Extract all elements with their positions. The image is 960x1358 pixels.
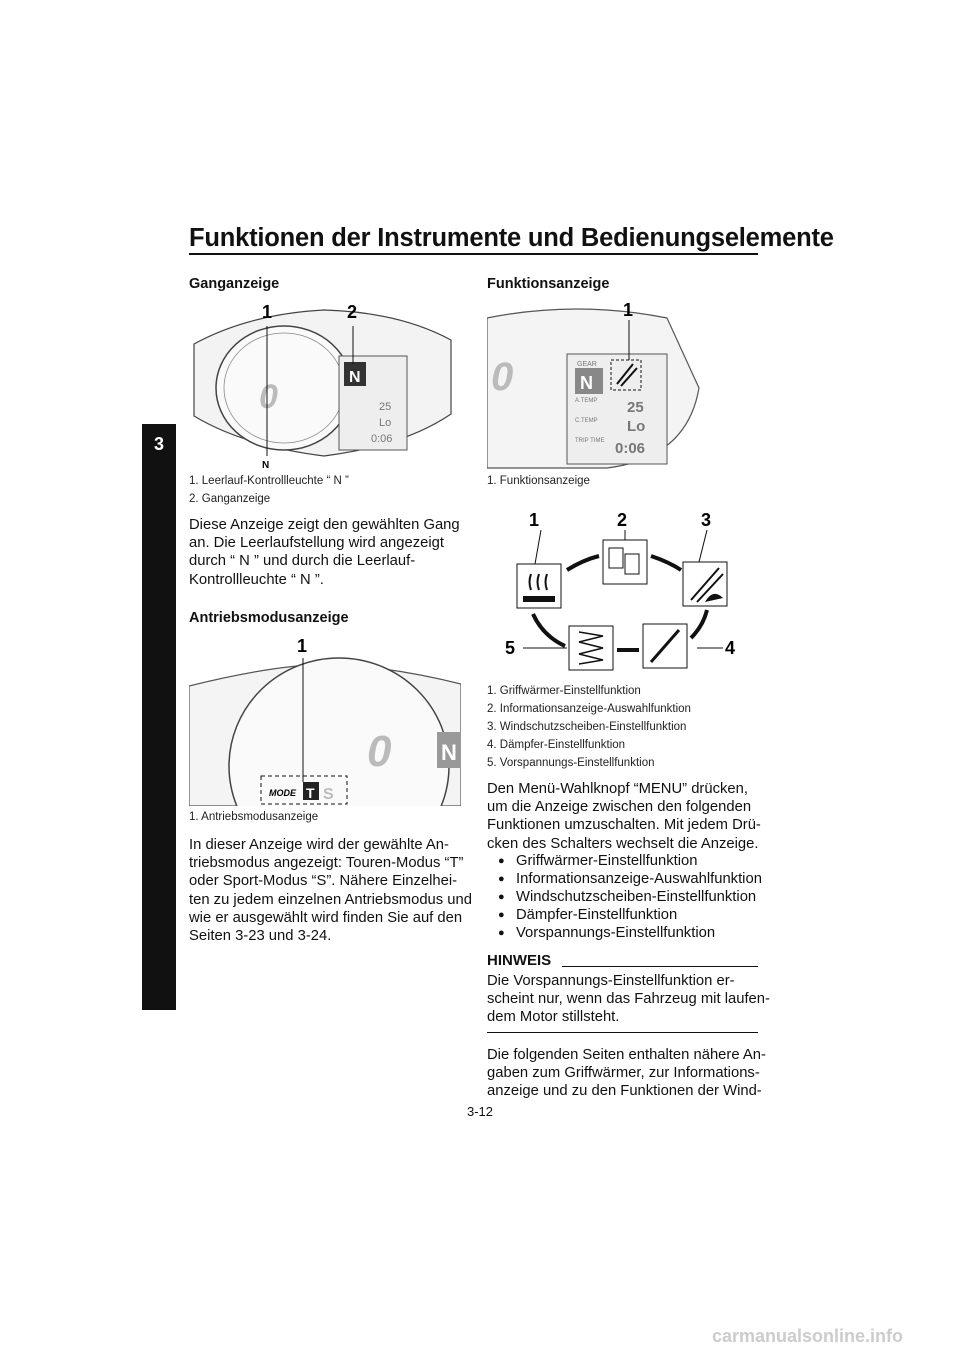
info-select-icon — [603, 540, 647, 584]
panel-lo: Lo — [379, 417, 392, 429]
note-text: Die Vorspannungs-Einstellfunktion er- scheint nur, wenn das Fahrzeug mit laufen- dem Motor stillsteht. — [487, 973, 770, 1026]
cycle-label-3: 3 — [701, 510, 712, 530]
svg-text:0: 0 — [367, 727, 392, 776]
panel-time: 0:06 — [371, 433, 393, 445]
list-item: ● Vorspannungs-Einstellfunktion — [498, 924, 762, 942]
f-lo: Lo — [627, 418, 646, 435]
text-following: Die folgenden Seiten enthalten nähere An- gaben zum Griffwärmer, zur Informations- anzeige und zu den Funktionen der Wind- — [487, 1047, 766, 1100]
callout-mode-1: 1 — [297, 636, 308, 656]
f-trip: TRIP TIME — [575, 438, 605, 444]
text-menu: Den Menü-Wahlknopf “MENU” drücken, um die Anzeige zwischen den folgenden Funktionen umzuschalten. Mit jedem Drü- cken des Schalters wechselt die Anzeige. — [487, 781, 761, 852]
caption-cycle: 1. Griffwärmer-Einstellfunktion 2. Informationsanzeige-Auswahlfunktion 3. Windschutzscheiben-Einstellfunktion 4. Dämpfer-Einstellfunktion 5. Vorspannungs-Einstellfunktion — [487, 685, 691, 769]
callout-f1: 1 — [623, 300, 634, 320]
note-title: HINWEIS — [487, 952, 552, 969]
caption-antriebsmodus: 1. Antriebsmodusanzeige — [189, 811, 319, 823]
preload-icon — [569, 626, 613, 670]
chapter-number: 3 — [153, 434, 164, 454]
figure-antriebsmodus — [189, 636, 461, 806]
panel-gear: N — [349, 369, 361, 386]
list-item: ● Dämpfer-Einstellfunktion — [498, 906, 762, 924]
callout-1: 1 — [262, 302, 273, 322]
heading-funktionsanzeige: Funktionsanzeige — [487, 276, 610, 292]
f-time: 0:06 — [615, 440, 646, 457]
caption-funktionsanzeige: 1. Funktionsanzeige — [487, 475, 590, 487]
watermark: carmanualsonline.info — [712, 1326, 904, 1346]
callout-2: 2 — [347, 302, 358, 322]
windshield-icon — [683, 562, 727, 606]
note-rule-top — [562, 966, 758, 967]
f-25: 25 — [627, 399, 644, 416]
list-item: ● Informationsanzeige-Auswahlfunktion — [498, 870, 762, 888]
text-antriebsmodus: In dieser Anzeige wird der gewählte An- triebsmodus angezeigt: Touren-Modus “T” oder Sport-Modus “S”. Nähere Einzelhei- ten zu jedem einzelnen Antriebsmodus und wie er ausgewählt wird finden Sie auf den Seiten 3-23 und 3-24. — [189, 837, 472, 945]
f-gear: GEAR — [577, 361, 597, 368]
f-ctemp: C.TEMP — [575, 418, 598, 424]
function-list — [498, 852, 762, 942]
cycle-label-1: 1 — [529, 510, 540, 530]
list-item: ● Windschutzscheiben-Einstellfunktion — [498, 888, 762, 906]
damper-icon — [643, 624, 687, 668]
svg-text:0: 0 — [491, 355, 514, 399]
heading-antriebsmodus: Antriebsmodusanzeige — [189, 610, 349, 626]
cycle-label-4: 4 — [725, 638, 736, 658]
svg-text:N: N — [441, 740, 457, 765]
figure-function-cycle — [487, 500, 747, 678]
figure-ganganzeige — [189, 296, 459, 472]
caption-ganganzeige: 1. Leerlauf-Kontrollleuchte “ N ” 2. Ganganzeige — [189, 475, 349, 505]
f-n: N — [580, 373, 593, 393]
mode-label: MODE — [269, 788, 296, 798]
note-rule-bottom — [487, 1032, 758, 1033]
grip-warmer-icon — [517, 564, 561, 608]
mode-t: T — [306, 785, 315, 801]
title-rule — [189, 253, 758, 255]
text-ganganzeige: Diese Anzeige zeigt den gewählten Gang an. Die Leerlaufstellung wird angezeigt durch “ N ” und durch die Leerlauf- Kontrollleuchte “ N ”. — [189, 517, 460, 588]
mode-s: S — [323, 786, 334, 803]
list-item: ● Griffwärmer-Einstellfunktion — [498, 852, 762, 870]
figure-funktionsanzeige — [487, 298, 717, 470]
svg-text:0: 0 — [259, 378, 278, 416]
heading-ganganzeige: Ganganzeige — [189, 276, 280, 292]
page-number: 3-12 — [466, 1104, 494, 1119]
chapter-tab — [142, 424, 176, 1010]
page-title: Funktionen der Instrumente und Bedienungselemente — [189, 224, 834, 252]
panel-25: 25 — [379, 401, 392, 413]
cycle-label-5: 5 — [505, 638, 516, 658]
svg-text:N: N — [262, 460, 270, 471]
f-atemp: A.TEMP — [575, 398, 598, 404]
cycle-label-2: 2 — [617, 510, 628, 530]
